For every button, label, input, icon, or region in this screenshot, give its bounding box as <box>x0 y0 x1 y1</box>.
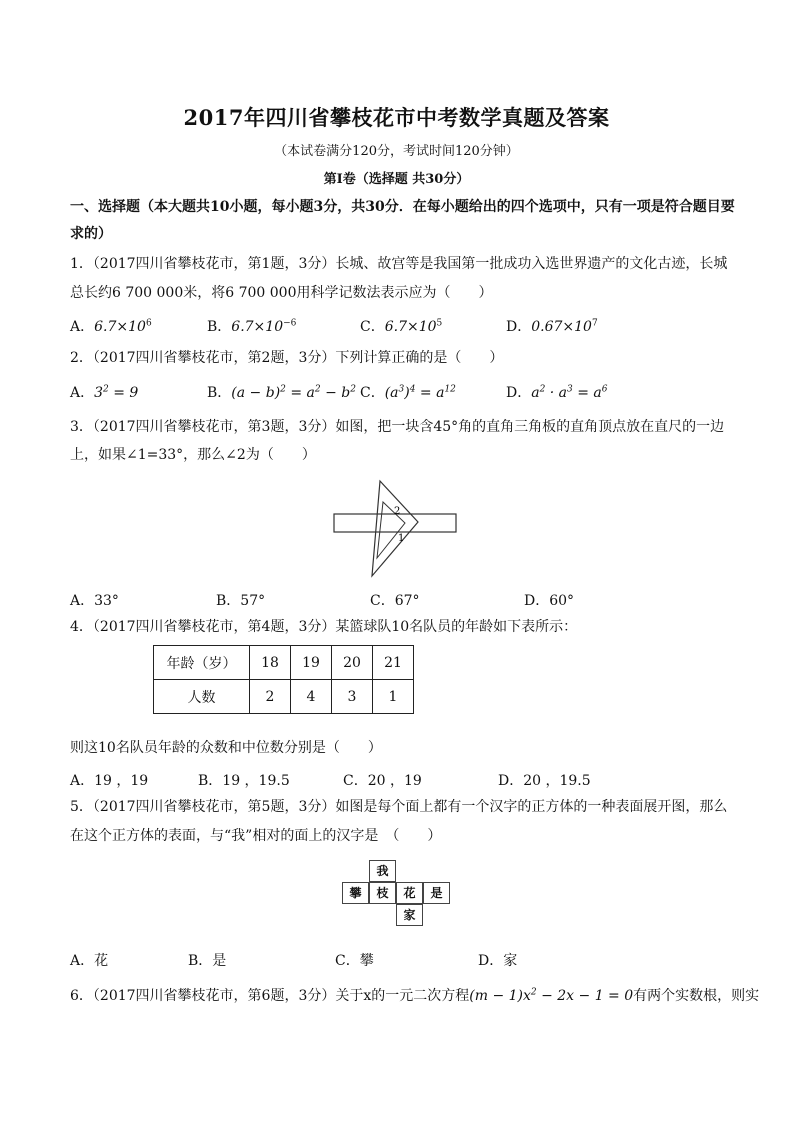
option-a: A．$6.7\times 10^6$ <box>70 318 152 335</box>
option-b: B．$(a - b)^2 = a^2 - b^2$ <box>207 384 356 401</box>
set-square-outer <box>372 481 418 576</box>
question-3-line-2: 上，如果∠1=33°，那么∠2为（ ） <box>70 447 316 463</box>
option-d: D．60° <box>524 593 575 609</box>
question-5-line-1: 5．（2017四川省攀枝花市，第5题，3分）如图是每个面上都有一个汉字的正方体的一种表面展开图，那么 <box>70 799 728 815</box>
row-header-age: 年龄（岁） <box>154 646 250 680</box>
option-b: B．是 <box>188 953 227 969</box>
count-cell: 1 <box>373 680 414 714</box>
option-a: A．33° <box>70 593 119 609</box>
option-b: B．19 ，19.5 <box>198 773 290 789</box>
option-c: C．攀 <box>335 953 374 969</box>
question-6-line-1: 6．（2017四川省攀枝花市，第6题，3分）关于x的一元二次方程$(m - 1)x^2 - 2x - 1 = 0$有两个实数根，则实 <box>70 987 760 1004</box>
option-b: B．57° <box>216 593 266 609</box>
page-title: 2017年四川省攀枝花市中考数学真题及答案 <box>183 105 610 130</box>
section-heading: 第Ⅰ卷（选择题 共30分） <box>323 172 470 187</box>
angle-1-label: 1 <box>398 533 405 544</box>
count-cell: 4 <box>291 680 332 714</box>
question-4-line-1: 4．（2017四川省攀枝花市，第4题，3分）某篮球队10名队员的年龄如下表所示： <box>70 619 578 635</box>
cube-face: 枝 <box>369 882 396 904</box>
option-a: A．19 ，19 <box>70 773 149 789</box>
age-cell: 19 <box>291 646 332 680</box>
option-a: A．花 <box>70 953 109 969</box>
age-cell: 18 <box>250 646 291 680</box>
table-row <box>154 680 414 714</box>
count-cell: 2 <box>250 680 291 714</box>
question-2-line-1: 2．（2017四川省攀枝花市，第2题，3分）下列计算正确的是（ ） <box>70 350 504 366</box>
option-a: A．$3^2 = 9$ <box>70 384 139 401</box>
option-c: C．67° <box>370 593 420 609</box>
question-3-line-1: 3．（2017四川省攀枝花市，第3题，3分）如图，把一块含45°角的直角三角板的直角顶点放在直尺的一边 <box>70 419 725 435</box>
equation: $(m - 1)x^2 - 2x - 1 = 0$ <box>469 987 634 1004</box>
option-c: C．20 ，19 <box>343 773 422 789</box>
count-cell: 3 <box>332 680 373 714</box>
exam-subtitle: （本试卷满分120分，考试时间120分钟） <box>274 144 519 159</box>
option-d: D．20 ，19.5 <box>498 773 591 789</box>
angle-2-label: 2 <box>394 506 401 517</box>
option-b: B．$6.7\times 10^{-6}$ <box>207 318 297 335</box>
table-row <box>154 646 414 680</box>
row-header-count: 人数 <box>154 680 250 714</box>
cube-face-top: 我 <box>369 860 396 882</box>
option-d: D．家 <box>478 953 518 969</box>
option-d: D．$a^2 \cdot a^3 = a^6$ <box>506 384 608 401</box>
cube-face-bottom: 家 <box>396 904 423 926</box>
instructions-line-1: 一、选择题（本大题共10小题，每小题3分，共30分．在每小题给出的四个选项中，只有一项是符合题目要 <box>70 199 735 215</box>
instructions-line-2: 求的） <box>70 226 112 242</box>
question-5-line-2: 在这个正方体的表面，与“我”相对的面上的汉字是 （ ） <box>70 828 442 844</box>
cube-face: 花 <box>396 882 423 904</box>
question-1-line-2: 总长约6 700 000米，将6 700 000用科学记数法表示应为（ ） <box>70 285 493 301</box>
age-table <box>153 645 414 714</box>
cube-face: 是 <box>423 882 450 904</box>
age-cell: 21 <box>373 646 414 680</box>
set-square-inner <box>377 502 405 558</box>
question-1-line-1: 1．（2017四川省攀枝花市，第1题，3分）长城、故宫等是我国第一批成功入选世界遗产的文化古迹，长城 <box>70 256 728 272</box>
cube-face: 攀 <box>342 882 369 904</box>
option-c: C．$6.7\times 10^5$ <box>360 318 443 335</box>
option-d: D．$0.67\times 10^7$ <box>506 318 598 335</box>
option-c: C．$(a^3)^4 = a^{12}$ <box>360 384 456 401</box>
question-4-line-2: 则这10名队员年龄的众数和中位数分别是（ ） <box>70 740 382 756</box>
age-cell: 20 <box>332 646 373 680</box>
ruler-triangle-figure <box>330 478 470 582</box>
